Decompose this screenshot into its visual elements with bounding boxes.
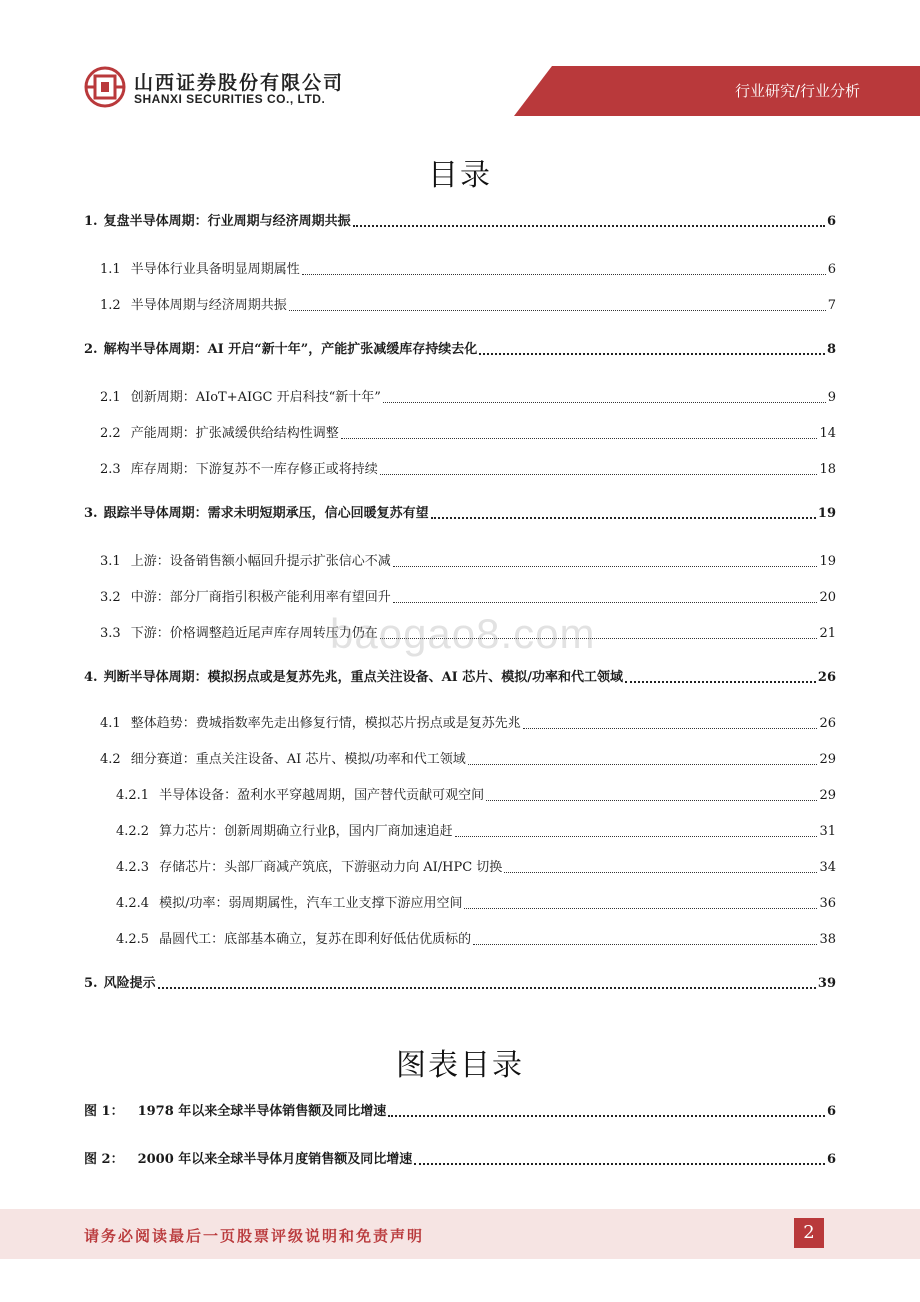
toc-number: 1. <box>84 214 98 229</box>
leader-dots <box>158 987 816 989</box>
leader-dots <box>414 1163 825 1165</box>
toc-number: 4.1 <box>100 716 121 731</box>
toc-entry[interactable] <box>84 256 836 278</box>
toc-label: 复盘半导体周期：行业周期与经济周期共振 <box>103 214 351 229</box>
toc-label: 下游：价格调整趋近尾声库存周转压力仍在 <box>130 626 378 641</box>
leader-dots <box>523 728 818 729</box>
toc-entry[interactable] <box>84 664 836 686</box>
figure-list-title: 图表目录 <box>396 1048 524 1083</box>
toc-label: 跟踪半导体周期：需求未明短期承压，信心回暖复苏有望 <box>103 506 429 521</box>
toc-label: 创新周期：AIoT+AIGC 开启科技“新十年” <box>130 390 381 405</box>
toc-page: 9 <box>827 390 836 405</box>
toc-number: 4.2.4 <box>116 896 150 911</box>
toc-entry[interactable] <box>84 926 836 948</box>
leader-dots <box>383 402 826 403</box>
leader-dots <box>388 1115 825 1117</box>
toc-label: 上游：设备销售额小幅回升提示扩张信心不减 <box>130 554 391 569</box>
watermark: baogao8.com <box>330 610 596 657</box>
leader-dots <box>464 908 817 909</box>
leader-dots <box>393 602 818 603</box>
leader-dots <box>431 517 816 519</box>
toc-number: 4.2.5 <box>116 932 150 947</box>
report-category: 行业研究/行业分析 <box>734 82 860 100</box>
toc-number: 3.1 <box>100 554 121 569</box>
toc-entry[interactable] <box>84 970 836 992</box>
toc-number: 4.2.1 <box>116 788 150 803</box>
toc-label: 整体趋势：费城指数率先走出修复行情，模拟芯片拐点或是复苏先兆 <box>130 716 521 731</box>
toc-number: 1.1 <box>100 262 121 277</box>
toc-page: 6 <box>826 214 836 229</box>
leader-dots <box>302 274 826 275</box>
leader-dots <box>455 836 818 837</box>
toc-entry[interactable] <box>84 456 836 478</box>
toc-number: 4.2.2 <box>116 824 150 839</box>
toc-entry[interactable] <box>84 292 836 314</box>
leader-dots <box>625 681 816 683</box>
leader-dots <box>468 764 818 765</box>
toc-entry[interactable] <box>84 584 836 606</box>
figure-page: 6 <box>826 1104 836 1119</box>
toc-label: 半导体周期与经济周期共振 <box>130 298 287 313</box>
toc-page: 29 <box>819 788 836 803</box>
page-header <box>0 0 920 120</box>
company-name-en: SHANXI SECURITIES CO., LTD. <box>134 92 326 106</box>
toc-number: 3.3 <box>100 626 121 641</box>
toc-label: 半导体设备：盈利水平穿越周期，国产替代贡献可观空间 <box>159 788 485 803</box>
toc-entry[interactable] <box>84 710 836 732</box>
toc-page: 39 <box>817 976 836 991</box>
figure-page: 6 <box>826 1152 836 1167</box>
toc-page: 38 <box>819 932 836 947</box>
toc-entry[interactable] <box>84 336 836 358</box>
toc-entry[interactable] <box>84 818 836 840</box>
figure-number: 图 1： <box>84 1104 124 1119</box>
toc-number: 2.2 <box>100 426 121 441</box>
toc-page: 34 <box>819 860 836 875</box>
toc-number: 2.3 <box>100 462 121 477</box>
leader-dots <box>473 944 817 945</box>
toc-number: 2. <box>84 342 98 357</box>
toc-entry[interactable] <box>84 890 836 912</box>
leader-dots <box>393 566 818 567</box>
leader-dots <box>504 872 817 873</box>
toc-page: 8 <box>826 342 836 357</box>
leader-dots <box>486 800 817 801</box>
toc-title: 目录 <box>428 158 492 193</box>
toc-page: 20 <box>819 590 836 605</box>
company-logo-icon <box>84 66 126 108</box>
leader-dots <box>479 353 825 355</box>
toc-number: 1.2 <box>100 298 121 313</box>
toc-entry[interactable] <box>84 746 836 768</box>
toc-number: 3.2 <box>100 590 121 605</box>
toc-page: 29 <box>819 752 836 767</box>
toc-label: 风险提示 <box>103 976 156 991</box>
toc-number: 5. <box>84 976 98 991</box>
figure-entry[interactable] <box>84 1098 836 1120</box>
leader-dots <box>353 225 825 227</box>
toc-label: 判断半导体周期：模拟拐点或是复苏先兆，重点关注设备、AI 芯片、模拟/功率和代工领域 <box>103 670 624 685</box>
toc-label: 中游：部分厂商指引积极产能利用率有望回升 <box>130 590 391 605</box>
toc-page: 26 <box>817 670 836 685</box>
figure-number: 图 2： <box>84 1152 124 1167</box>
toc-page: 21 <box>819 626 836 641</box>
toc-page: 19 <box>817 506 836 521</box>
leader-dots <box>289 310 826 311</box>
toc-page: 7 <box>827 298 836 313</box>
toc-number: 4.2 <box>100 752 121 767</box>
toc-number: 4.2.3 <box>116 860 150 875</box>
toc-entry[interactable] <box>84 854 836 876</box>
toc-page: 6 <box>827 262 836 277</box>
toc-label: 存储芯片：头部厂商减产筑底，下游驱动力向 AI/HPC 切换 <box>159 860 503 875</box>
leader-dots <box>380 474 818 475</box>
toc-label: 模拟/功率：弱周期属性，汽车工业支撑下游应用空间 <box>159 896 463 911</box>
toc-page: 31 <box>819 824 836 839</box>
figure-label: 1978 年以来全球半导体销售额及同比增速 <box>137 1104 387 1119</box>
toc-label: 产能周期：扩张减缓供给结构性调整 <box>130 426 339 441</box>
toc-page: 19 <box>819 554 836 569</box>
toc-page: 18 <box>819 462 836 477</box>
leader-dots <box>341 438 818 439</box>
toc-entry[interactable] <box>84 548 836 570</box>
toc-page: 26 <box>819 716 836 731</box>
toc-number: 4. <box>84 670 98 685</box>
company-name-cn: 山西证券股份有限公司 <box>134 72 345 94</box>
disclaimer-notice: 请务必阅读最后一页股票评级说明和免责声明 <box>84 1227 425 1245</box>
toc-label: 库存周期：下游复苏不一库存修正或将持续 <box>130 462 378 477</box>
toc-label: 细分赛道：重点关注设备、AI 芯片、模拟/功率和代工领域 <box>130 752 466 767</box>
toc-label: 半导体行业具备明显周期属性 <box>130 262 300 277</box>
toc-page: 14 <box>819 426 836 441</box>
toc-label: 晶圆代工：底部基本确立，复苏在即利好低估优质标的 <box>159 932 472 947</box>
toc-entry[interactable] <box>84 782 836 804</box>
toc-entry[interactable] <box>84 208 836 230</box>
toc-page: 36 <box>819 896 836 911</box>
page-number: 2 <box>794 1218 824 1248</box>
toc-label: 算力芯片：创新周期确立行业β，国内厂商加速追赶 <box>159 824 453 839</box>
toc-entry[interactable] <box>84 500 836 522</box>
figure-label: 2000 年以来全球半导体月度销售额及同比增速 <box>137 1152 413 1167</box>
toc-number: 2.1 <box>100 390 121 405</box>
toc-number: 3. <box>84 506 98 521</box>
toc-entry[interactable] <box>84 384 836 406</box>
toc-label: 解构半导体周期：AI 开启“新十年”，产能扩张减缓库存持续去化 <box>103 342 478 357</box>
toc-entry[interactable] <box>84 420 836 442</box>
figure-entry[interactable] <box>84 1146 836 1168</box>
